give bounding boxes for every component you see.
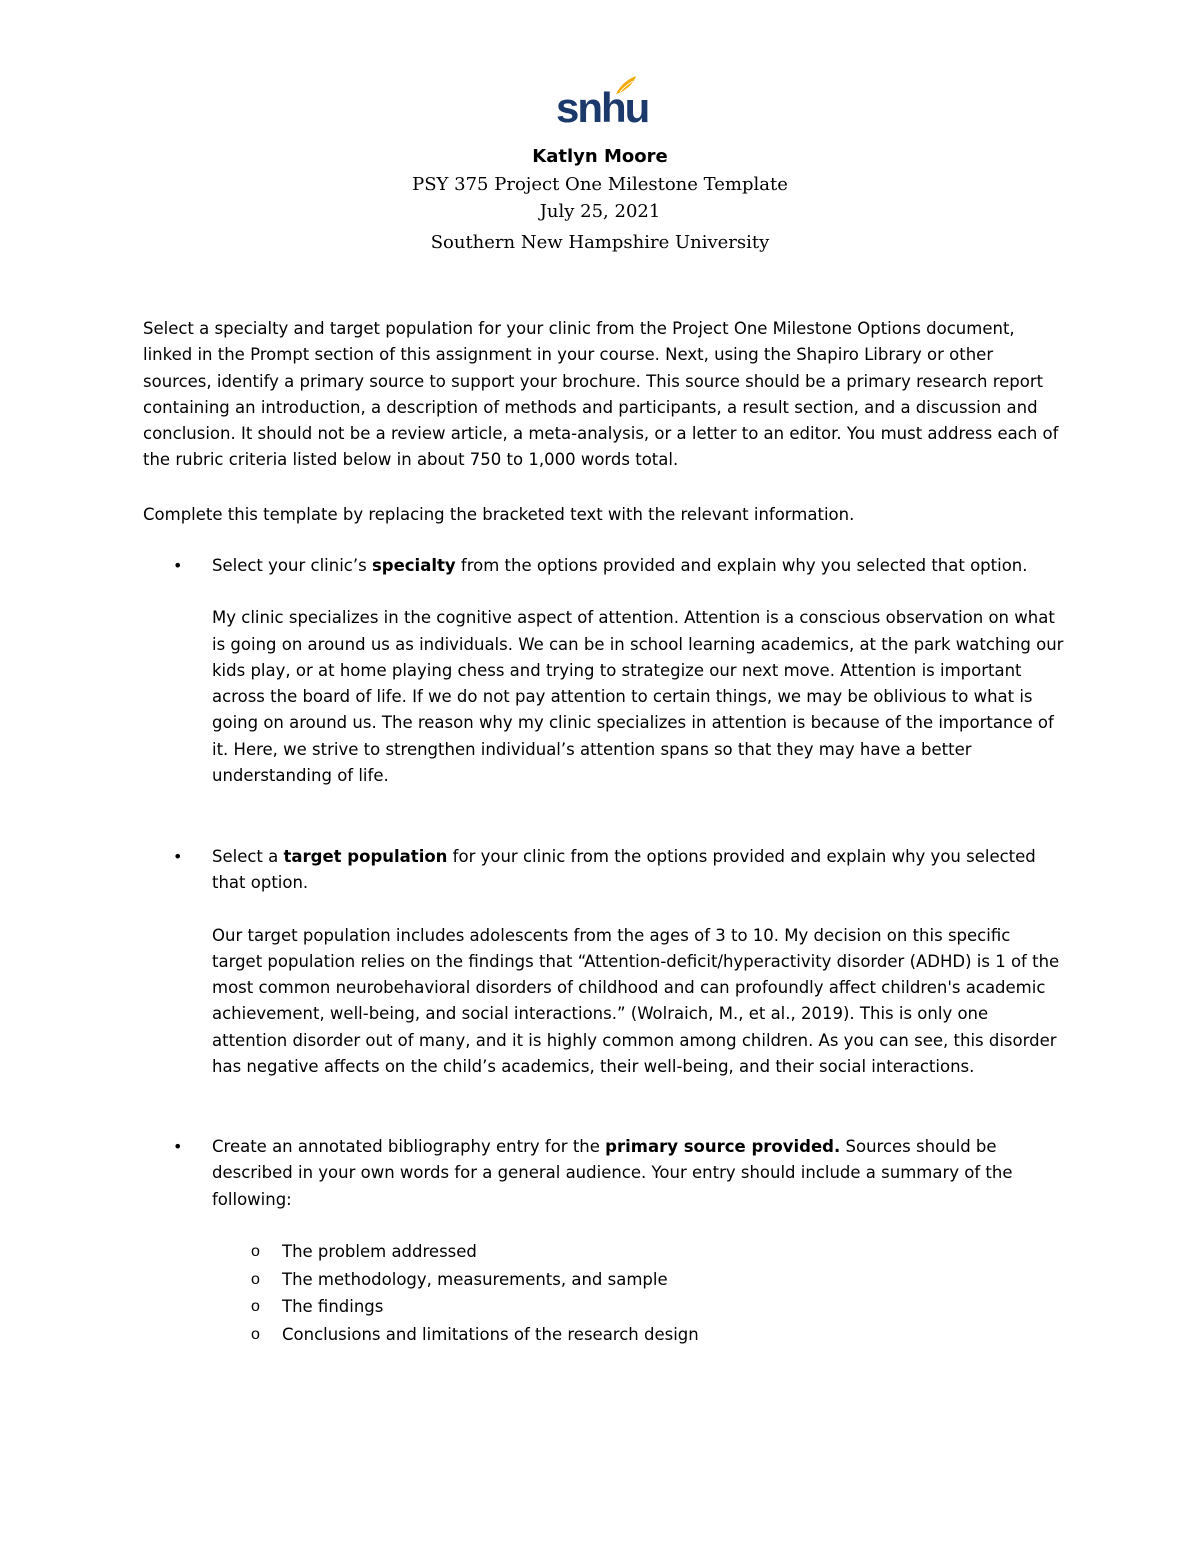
target-population-answer: Our target population includes adolescents from the ages of 3 to 10. My decision on this specific target population relies on the findings that “Attention-deficit/hyperactivity disorder (ADHD) is 1 of the most common neurobehavioral disorders of childhood and can profoundly affect children's academic achievement, well-being, and social interactions.” (Wolraich, M., et al., 2019). This is only one attention disorder out of many, and it is highly common among children. As you can see, this disorder has negative affects on the child’s academics, their well-being, and their social interactions. bbox=[212, 925, 1060, 1077]
bullet-marker: • bbox=[173, 847, 183, 866]
section-target-population bbox=[143, 844, 1063, 1080]
target-population-prompt: Select a target population for your clinic from the options provided and explain why you selected that option. bbox=[212, 847, 1036, 893]
bullet-marker: • bbox=[173, 556, 183, 575]
logo-text: snhu bbox=[556, 84, 649, 131]
intro-paragraph: Select a specialty and target population for your clinic from the Project One Milestone Options document, linked in the Prompt section of this assignment in your course. Next, using the Shapiro Library or other sources, identify a primary source to support your brochure. This source should be a primary research report containing an introduction, a description of methods and participants, a result section, and a discussion and conclusion. It should not be a review article, a meta-analysis, or a letter to an editor. You must address each of the rubric criteria listed below in about 750 to 1,000 words total. bbox=[143, 319, 1059, 470]
document-date: July 25, 2021 bbox=[539, 201, 661, 222]
course-title: PSY 375 Project One Milestone Template bbox=[412, 174, 788, 195]
section-bibliography bbox=[143, 1134, 1063, 1213]
bibliography-prompt: Create an annotated bibliography entry for the primary source provided. Sources should be described in your own words for a general audience. Your entry should include a summary of the following: bbox=[212, 1137, 1013, 1209]
sub-bullet-marker: o bbox=[251, 1325, 260, 1343]
specialty-answer: My clinic specializes in the cognitive aspect of attention. Attention is a conscious observation on what is going on around us as individuals. We can be in school learning academics, at the park watching our kids play, or at home playing chess and trying to strategize our next move. Attention is important across the board of life. If we do not pay attention to certain things, we may be oblivious to what is going on around us. The reason why my clinic specializes in attention is because of the importance of it. Here, we strive to strengthen individual’s attention spans so that they may have a better understanding of life. bbox=[212, 608, 1064, 786]
list-item: o The findings bbox=[143, 1294, 1063, 1322]
instruction-paragraph: Complete this template by replacing the bracketed text with the relevant information. bbox=[143, 505, 855, 524]
section-specialty bbox=[143, 553, 1063, 789]
sub-bullet-marker: o bbox=[251, 1270, 260, 1288]
school-name: Southern New Hampshire University bbox=[430, 232, 770, 253]
specialty-prompt: Select your clinic’s specialty from the options provided and explain why you selected that option. bbox=[212, 556, 1028, 575]
bibliography-sublist bbox=[143, 1239, 1063, 1349]
sub-bullet-marker: o bbox=[251, 1298, 260, 1315]
bullet-marker: • bbox=[173, 1137, 183, 1156]
list-item: o Conclusions and limitations of the research design bbox=[143, 1322, 1063, 1350]
author-name: Katlyn Moore bbox=[532, 146, 668, 167]
list-item: o The methodology, measurements, and sample bbox=[143, 1267, 1063, 1295]
sub-bullet-marker: o bbox=[251, 1243, 260, 1260]
list-item: o The problem addressed bbox=[143, 1239, 1063, 1267]
snhu-logo bbox=[556, 74, 649, 131]
